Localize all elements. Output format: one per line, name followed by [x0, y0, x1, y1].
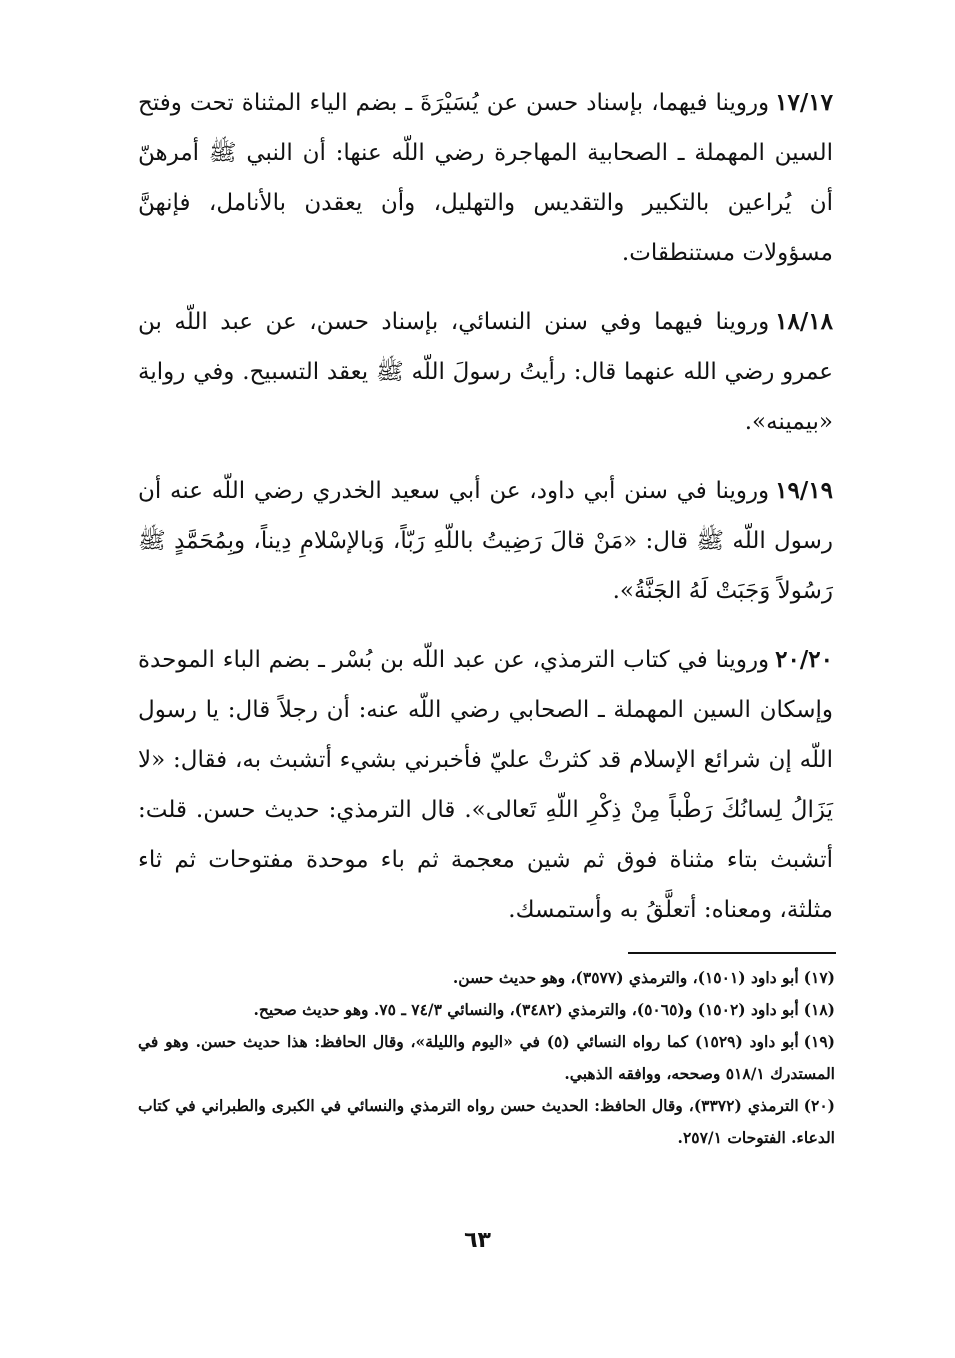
- page-number: ٦٣: [464, 1228, 491, 1253]
- footnote-text: أبو داود (١٥٠١)، والترمذي (٣٥٧٧)، وهو حديث حسن.: [452, 968, 799, 987]
- hadith-paragraph-20: [138, 635, 833, 935]
- footnote-number: (١٩): [803, 1032, 835, 1051]
- hadith-paragraph-17: [138, 78, 833, 278]
- hadith-text: وروينا فيهما وفي سنن النسائي، بإسناد حسن، عن عبد اللّه بن عمرو رضي الله عنهما قال: رأيتُ رسولَ اللّه ﷺ يعقد التسبيح. وفي رواية «بيمينه».: [138, 309, 833, 435]
- footnote-19: [138, 1026, 835, 1090]
- footnote-text: أبو داود (١٥٢٩) كما رواه النسائي (٥) في «اليوم والليلة»، وقال الحافظ: هذا حديث حسن. وهو في المستدرك ٥١٨/١ وصححه، ووافقه الذهبي.: [138, 1032, 835, 1083]
- hadith-paragraph-18: [138, 297, 833, 447]
- footnote-number: (١٨): [803, 1000, 835, 1019]
- hadith-text: وروينا في كتاب الترمذي، عن عبد اللّه بن بُسْر ـ بضم الباء الموحدة وإسكان السين المهملة ـ الصحابي رضي اللّه عنه: أن رجلاً قال: يا رسول اللّه إن شرائع الإسلام قد كثرتْ عليّ فأخبرني بشيء أتشبث به، فقال: «لا يَزَالُ لِسانُكَ رَطْباً مِنْ ذِكْرِ اللّهِ تَعالى». قال الترمذي: حديث حسن. قلت: أتشبث بتاء مثناة فوق ثم شين معجمة ثم باء موحدة مفتوحات ثم ثاء مثلثة، ومعناه: أتعلَّقُ به وأستمسك.: [138, 647, 833, 923]
- footnote-text: أبو داود (١٥٠٢) و(٥٠٦٥)، والترمذي (٣٤٨٢)، والنسائي ٧٤/٣ ـ ٧٥. وهو حديث صحيح.: [253, 1000, 799, 1019]
- hadith-text: وروينا في سنن أبي داود، عن أبي سعيد الخدري رضي اللّه عنه أن رسول اللّه ﷺ قال: «مَنْ قالَ رَضِيتُ باللّهِ رَبّاً، وَبالإسْلامِ دِيناً، وبِمُحَمَّدٍ ﷺ رَسُولاً وَجَبَتْ لَهُ الجَنَّةُ».: [138, 478, 833, 604]
- hadith-text: وروينا فيهما، بإسناد حسن عن يُسَيْرَةَ ـ بضم الياء المثناة تحت وفتح السين المهملة ـ الصحابية المهاجرة رضي اللّه عنها: أن النبي ﷺ أمرهنّ أن يُراعين بالتكبير والتقديس والتهليل، وأن يعقدن بالأنامل، فإنهنَّ مسؤولات مستنطقات.: [138, 90, 833, 266]
- footnote-number: (٢٠): [803, 1096, 835, 1115]
- footnote-20: [138, 1090, 835, 1154]
- footnote-17: [138, 962, 835, 994]
- hadith-number: ١٨/١٨: [775, 308, 833, 335]
- hadith-number: ٢٠/٢٠: [775, 646, 833, 673]
- footnote-divider: [628, 952, 836, 954]
- footnote-number: (١٧): [803, 968, 835, 987]
- main-text: [138, 78, 833, 954]
- hadith-number: ١٧/١٧: [775, 89, 833, 116]
- hadith-number: ١٩/١٩: [775, 477, 833, 504]
- footnote-18: [138, 994, 835, 1026]
- hadith-paragraph-19: [138, 466, 833, 616]
- footnote-text: الترمذي (٣٣٧٢)، وقال الحافظ: الحديث حسن رواه الترمذي والنسائي في الكبرى والطبراني في كتاب الدعاء. الفتوحات ٢٥٧/١.: [138, 1096, 835, 1147]
- footnotes: [138, 962, 835, 1154]
